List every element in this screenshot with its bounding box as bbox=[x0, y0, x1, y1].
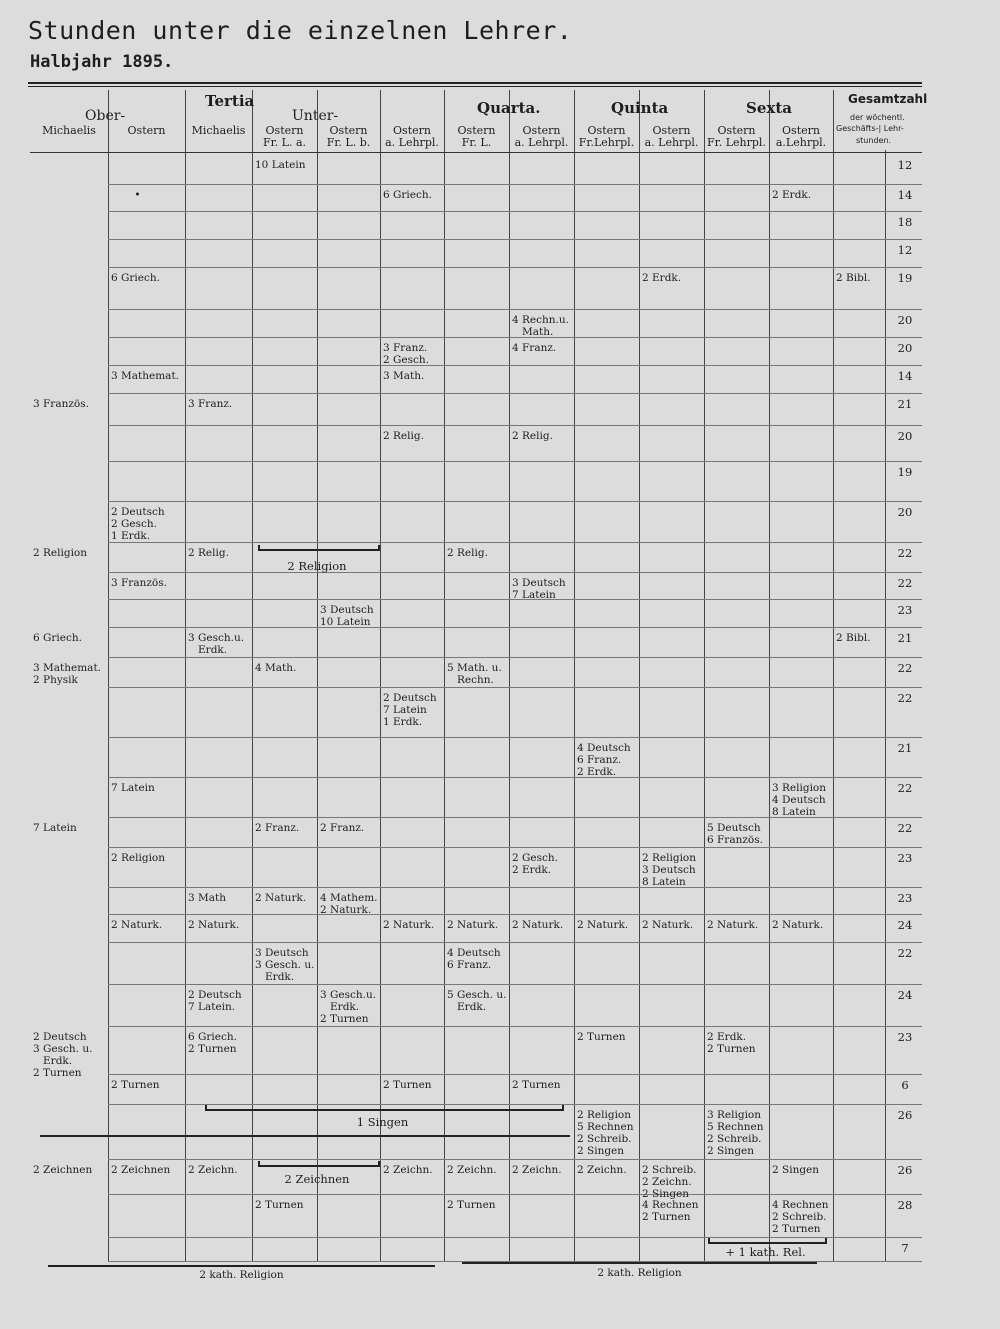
column-divider bbox=[509, 90, 510, 1262]
column-divider bbox=[185, 90, 186, 1262]
singen-brace-top bbox=[205, 1105, 564, 1111]
column-divider bbox=[833, 90, 834, 1262]
table-cell: 5 Math. u. Rechn. bbox=[447, 662, 502, 686]
table-cell: 4 Rechnen 2 Turnen bbox=[642, 1199, 699, 1223]
table-cell: 2 Bibl. bbox=[836, 632, 871, 644]
top-rule-thin bbox=[28, 86, 922, 87]
table-cell: 3 Gesch.u. Erdk. bbox=[188, 632, 245, 656]
total-hours: 20 bbox=[897, 313, 913, 327]
row-divider bbox=[108, 1194, 922, 1195]
total-hours: 26 bbox=[897, 1108, 913, 1122]
table-cell: 5 Gesch. u. Erdk. bbox=[447, 989, 507, 1013]
row-divider bbox=[108, 687, 922, 688]
table-cell: 2 Zeichn. bbox=[577, 1164, 627, 1176]
header-gesamt: Gesamtzahl bbox=[848, 92, 928, 106]
total-hours: 21 bbox=[897, 397, 913, 411]
table-cell: 2 Naturk. bbox=[188, 919, 240, 931]
singen-span: 1 Singen bbox=[356, 1115, 409, 1129]
zeichnen-unter-span: 2 Zeichnen bbox=[284, 1172, 350, 1186]
kath-rel-sexta-brace bbox=[708, 1238, 827, 1244]
column-header: Michaelis bbox=[191, 124, 246, 137]
total-hours: 22 bbox=[897, 691, 913, 705]
table-cell: 4 Math. bbox=[255, 662, 297, 674]
table-cell: 10 Latein bbox=[255, 159, 306, 171]
table-cell: 2 Zeichnen bbox=[111, 1164, 171, 1176]
total-hours: 20 bbox=[897, 341, 913, 355]
table-cell: 2 Singen bbox=[772, 1164, 820, 1176]
total-hours: 24 bbox=[897, 988, 913, 1002]
table-cell: 2 Zeichn. bbox=[512, 1164, 562, 1176]
table-cell: 4 Deutsch 6 Franz. 2 Erdk. bbox=[577, 742, 631, 778]
page-title: Stunden unter die einzelnen Lehrer. bbox=[28, 16, 573, 45]
row-divider bbox=[108, 627, 922, 628]
row-divider bbox=[108, 984, 922, 985]
total-hours: 22 bbox=[897, 576, 913, 590]
table-cell: 3 Franz. 2 Gesch. bbox=[383, 342, 429, 366]
table-cell: 2 Zeichn. bbox=[447, 1164, 497, 1176]
row-divider bbox=[108, 239, 922, 240]
table-cell: 2 Deutsch 3 Gesch. u. Erdk. 2 Turnen bbox=[33, 1031, 93, 1079]
kath-religion-right: 2 kath. Religion bbox=[597, 1267, 682, 1279]
total-hours: 14 bbox=[897, 369, 913, 383]
table-cell: 3 Französ. bbox=[111, 577, 167, 589]
total-hours: 24 bbox=[897, 918, 913, 932]
row-divider bbox=[108, 542, 922, 543]
table-cell: 3 Französ. bbox=[33, 398, 89, 410]
column-header: Ostern a. Lehrpl. bbox=[644, 124, 699, 149]
table-cell: 2 Gesch. 2 Erdk. bbox=[512, 852, 558, 876]
religion-unter-brace bbox=[258, 545, 380, 551]
column-divider bbox=[704, 90, 705, 1262]
total-hours: 23 bbox=[897, 603, 913, 617]
table-cell: 2 Erdk. bbox=[772, 189, 812, 201]
total-hours: 28 bbox=[897, 1198, 913, 1212]
header-quarta: Quarta. bbox=[477, 99, 541, 117]
total-hours: 22 bbox=[897, 661, 913, 675]
column-header: Ostern Fr. L. a. bbox=[262, 124, 307, 149]
row-divider bbox=[108, 914, 922, 915]
table-cell: 2 Franz. bbox=[320, 822, 365, 834]
table-cell: 2 Naturk. bbox=[255, 892, 307, 904]
table-cell: 2 Religion bbox=[33, 547, 88, 559]
column-divider bbox=[574, 90, 575, 1262]
table-cell: 2 Naturk. bbox=[577, 919, 629, 931]
total-hours: 22 bbox=[897, 946, 913, 960]
table-cell: 3 Gesch.u. Erdk. 2 Turnen bbox=[320, 989, 377, 1025]
table-cell: 4 Rechn.u. Math. bbox=[512, 314, 569, 338]
row-divider bbox=[108, 393, 922, 394]
total-hours: 23 bbox=[897, 891, 913, 905]
table-cell: 2 Relig. bbox=[383, 430, 424, 442]
header-sexta: Sexta bbox=[746, 99, 792, 117]
total-hours: 22 bbox=[897, 546, 913, 560]
column-header: Michaelis bbox=[42, 124, 96, 137]
table-cell: 4 Franz. bbox=[512, 342, 557, 354]
table-cell: 3 Mathemat. bbox=[111, 370, 179, 382]
table-cell: 2 Deutsch 7 Latein. bbox=[188, 989, 242, 1013]
column-divider bbox=[444, 90, 445, 1262]
row-divider bbox=[108, 501, 922, 502]
table-cell: • bbox=[111, 189, 141, 201]
table-cell: 2 Naturk. bbox=[642, 919, 694, 931]
table-cell: 2 Bibl. bbox=[836, 272, 871, 284]
row-divider bbox=[108, 1026, 922, 1027]
singen-underline bbox=[40, 1135, 570, 1137]
table-cell: 2 Religion 5 Rechnen 2 Schreib. 2 Singen bbox=[577, 1109, 634, 1157]
row-divider bbox=[108, 657, 922, 658]
table-cell: 2 Naturk. bbox=[111, 919, 163, 931]
table-cell: 2 Naturk. bbox=[512, 919, 564, 931]
total-hours: 14 bbox=[897, 188, 913, 202]
table-cell: 2 Religion 3 Deutsch 8 Latein bbox=[642, 852, 697, 888]
column-divider bbox=[252, 90, 253, 1262]
zeichnen-unter-brace bbox=[258, 1161, 380, 1167]
column-divider bbox=[769, 90, 770, 1262]
table-cell: 2 Zeichnen bbox=[33, 1164, 93, 1176]
table-cell: 4 Rechnen 2 Schreib. 2 Turnen bbox=[772, 1199, 829, 1235]
total-hours: 26 bbox=[897, 1163, 913, 1177]
row-divider bbox=[108, 1159, 922, 1160]
total-hours: 19 bbox=[897, 465, 913, 479]
table-cell: 3 Math. bbox=[383, 370, 425, 382]
row-divider bbox=[108, 847, 922, 848]
table-cell: 7 Latein bbox=[111, 782, 155, 794]
total-hours: 23 bbox=[897, 1030, 913, 1044]
column-header: Ostern Fr. L. bbox=[457, 124, 496, 149]
column-header: Ostern a. Lehrpl. bbox=[514, 124, 569, 149]
total-hours: 21 bbox=[897, 631, 913, 645]
header-tertia: Tertia bbox=[205, 92, 255, 110]
row-divider bbox=[108, 425, 922, 426]
table-cell: 2 Zeichn. bbox=[188, 1164, 238, 1176]
row-divider bbox=[108, 461, 922, 462]
table-cell: 2 Turnen bbox=[255, 1199, 304, 1211]
column-header: Ostern Fr. L. b. bbox=[326, 124, 371, 149]
total-hours: 20 bbox=[897, 429, 913, 443]
table-cell: 2 Turnen bbox=[577, 1031, 626, 1043]
kath-right-rule bbox=[462, 1262, 817, 1264]
table-cell: 3 Franz. bbox=[188, 398, 233, 410]
table-cell: 3 Religion 4 Deutsch 8 Latein bbox=[772, 782, 827, 818]
table-cell: 2 Turnen bbox=[447, 1199, 496, 1211]
row-divider bbox=[108, 737, 922, 738]
table-cell: 2 Franz. bbox=[255, 822, 300, 834]
column-header: Ostern Fr. Lehrpl. bbox=[707, 124, 766, 149]
table-cell: 2 Relig. bbox=[188, 547, 229, 559]
header-unter: Unter- bbox=[292, 108, 339, 124]
table-cell: 3 Deutsch 7 Latein bbox=[512, 577, 566, 601]
header-gesamt-sub2: Geschäfts-| Lehr- bbox=[836, 124, 904, 133]
total-hours: 7 bbox=[901, 1241, 909, 1255]
table-cell: 3 Deutsch 10 Latein bbox=[320, 604, 374, 628]
table-cell: 6 Griech. bbox=[383, 189, 432, 201]
total-hours: 22 bbox=[897, 821, 913, 835]
table-cell: 2 Deutsch 7 Latein 1 Erdk. bbox=[383, 692, 437, 728]
table-cell: 4 Deutsch 6 Franz. bbox=[447, 947, 501, 971]
table-cell: 6 Griech. bbox=[33, 632, 82, 644]
table-cell: 6 Griech. 2 Turnen bbox=[188, 1031, 237, 1055]
table-cell: 6 Griech. bbox=[111, 272, 160, 284]
header-ober: Ober- bbox=[85, 108, 126, 124]
row-divider bbox=[108, 309, 922, 310]
top-rule bbox=[28, 82, 922, 84]
table-cell: 2 Naturk. bbox=[707, 919, 759, 931]
kath-left-rule bbox=[48, 1265, 435, 1267]
table-cell: 2 Naturk. bbox=[383, 919, 435, 931]
total-hours: 22 bbox=[897, 781, 913, 795]
row-divider bbox=[108, 572, 922, 573]
table-cell: 3 Religion 5 Rechnen 2 Schreib. 2 Singen bbox=[707, 1109, 764, 1157]
table-cell: 2 Relig. bbox=[447, 547, 488, 559]
row-divider bbox=[108, 887, 922, 888]
column-divider bbox=[380, 90, 381, 1262]
row-divider bbox=[108, 211, 922, 212]
kath-religion-left: 2 kath. Religion bbox=[199, 1269, 284, 1281]
table-cell: 2 Turnen bbox=[111, 1079, 160, 1091]
table-cell: 3 Deutsch 3 Gesch. u. Erdk. bbox=[255, 947, 315, 983]
column-header: Ostern bbox=[127, 124, 166, 137]
table-cell: 2 Naturk. bbox=[772, 919, 824, 931]
row-divider bbox=[108, 1074, 922, 1075]
header-quinta: Quinta bbox=[611, 99, 669, 117]
page-subtitle: Halbjahr 1895. bbox=[30, 52, 174, 72]
row-divider bbox=[108, 942, 922, 943]
column-header: Ostern a.Lehrpl. bbox=[775, 124, 827, 149]
table-cell: 2 Schreib. 2 Zeichn. 2 Singen bbox=[642, 1164, 697, 1200]
row-divider bbox=[108, 267, 922, 268]
table-cell: 2 Turnen bbox=[512, 1079, 561, 1091]
table-cell: 4 Mathem. 2 Naturk. bbox=[320, 892, 378, 916]
table-cell: 3 Mathemat. 2 Physik bbox=[33, 662, 101, 686]
header-rule bbox=[30, 152, 922, 153]
column-divider bbox=[108, 90, 109, 1262]
table-cell: 2 Turnen bbox=[383, 1079, 432, 1091]
table-cell: 2 Naturk. bbox=[447, 919, 499, 931]
column-header: Ostern a. Lehrpl. bbox=[385, 124, 439, 149]
table-cell: 5 Deutsch 6 Französ. bbox=[707, 822, 763, 846]
kath-rel-sexta-span: + 1 kath. Rel. bbox=[725, 1245, 806, 1259]
table-cell: 2 Zeichn. bbox=[383, 1164, 433, 1176]
table-cell: 2 Erdk. bbox=[642, 272, 682, 284]
table-cell: 7 Latein bbox=[33, 822, 77, 834]
table-cell: 2 Erdk. 2 Turnen bbox=[707, 1031, 756, 1055]
total-hours: 23 bbox=[897, 851, 913, 865]
table-cell: 2 Relig. bbox=[512, 430, 553, 442]
table-cell: 2 Religion bbox=[111, 852, 166, 864]
row-divider bbox=[108, 184, 922, 185]
column-header: Ostern Fr.Lehrpl. bbox=[578, 124, 635, 149]
total-hours: 18 bbox=[897, 215, 913, 229]
total-hours: 21 bbox=[897, 741, 913, 755]
total-hours: 19 bbox=[897, 271, 913, 285]
column-divider bbox=[317, 90, 318, 1262]
total-hours: 12 bbox=[897, 158, 913, 172]
total-hours: 20 bbox=[897, 505, 913, 519]
row-divider bbox=[108, 365, 922, 366]
total-hours: 6 bbox=[901, 1078, 909, 1092]
table-cell: 2 Deutsch 2 Gesch. 1 Erdk. bbox=[111, 506, 165, 542]
total-hours: 12 bbox=[897, 243, 913, 257]
table-cell: 3 Math bbox=[188, 892, 227, 904]
column-divider bbox=[639, 90, 640, 1262]
header-gesamt-sub1: der wöchentl. bbox=[850, 113, 905, 122]
religion-unter-span: 2 Religion bbox=[287, 559, 347, 573]
header-gesamt-sub3: stunden. bbox=[856, 136, 892, 145]
row-divider bbox=[108, 777, 922, 778]
